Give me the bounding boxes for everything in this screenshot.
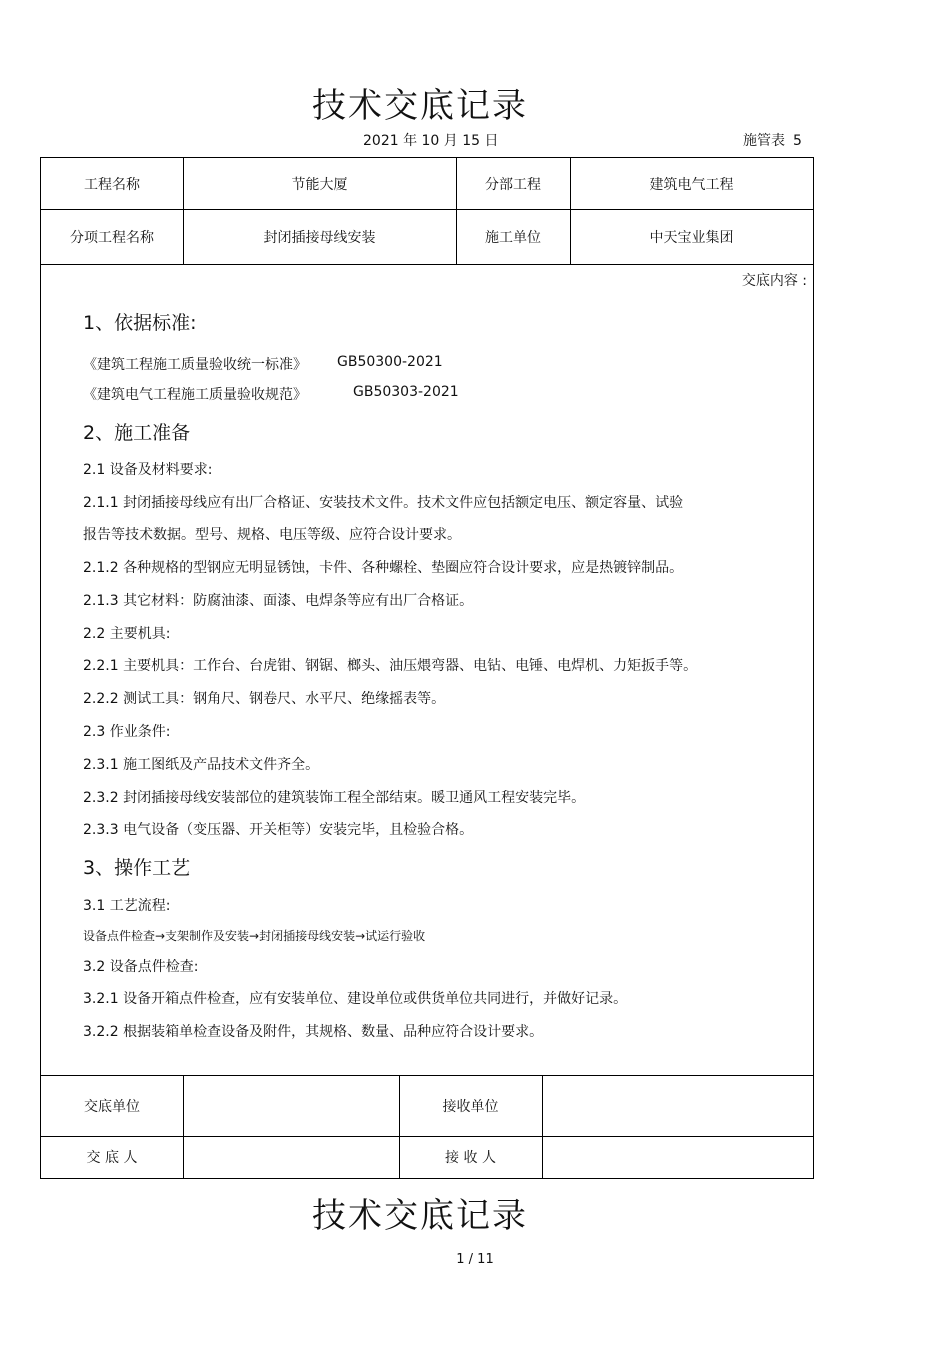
section-heading: 2、施工准备 xyxy=(83,422,191,444)
paragraph: 2.2.1 主要机具：工作台、台虎钳、钢锯、榔头、油压煨弯器、电钻、电锤、电焊机、力矩扳手等。 xyxy=(83,658,698,674)
paragraph: 2.1.2 各种规格的型钢应无明显锈蚀，卡件、各种螺栓、垫圈应符合设计要求，应是热镀锌制品。 xyxy=(83,560,684,576)
section-heading: 3、操作工艺 xyxy=(83,857,191,879)
form-number xyxy=(743,130,802,150)
document-title: 技术交底记录 xyxy=(312,86,528,126)
document-title-repeat: 技术交底记录 xyxy=(312,1196,528,1236)
paragraph: 报告等技术数据。型号、规格、电压等级、应符合设计要求。 xyxy=(83,527,461,543)
handover-person-value xyxy=(183,1136,399,1178)
standard-code: GB50300-2021 xyxy=(337,354,443,370)
receiving-unit-value xyxy=(542,1075,813,1136)
paragraph: 3.2 设备点件检查: xyxy=(83,959,199,975)
paragraph: 2.3.2 封闭插接母线安装部位的建筑装饰工程全部结束。暖卫通风工程安装完毕。 xyxy=(83,790,586,806)
paragraph: 3.2.2 根据装箱单检查设备及附件，其规格、数量、品种应符合设计要求。 xyxy=(83,1024,544,1040)
paragraph: 2.3.1 施工图纸及产品技术文件齐全。 xyxy=(83,757,320,773)
content-label: 交底内容 : xyxy=(741,273,807,289)
receiver-value xyxy=(542,1136,813,1178)
record-table xyxy=(40,157,814,1179)
project-name-label: 工程名称 xyxy=(84,176,140,193)
standard-name: 《建筑工程施工质量验收统一标准》 xyxy=(83,357,307,373)
standard-code: GB50303-2021 xyxy=(353,384,459,400)
paragraph: 3.1 工艺流程: xyxy=(83,898,171,914)
subitem-value: 封闭插接母线安装 xyxy=(263,229,376,246)
section-heading: 1、依据标准: xyxy=(83,312,197,334)
paragraph: 2.2.2 测试工具：钢角尺、钢卷尺、水平尺、绝缘摇表等。 xyxy=(83,691,446,707)
document-date: 2021 年 10 月 15 日 xyxy=(363,133,499,149)
paragraph: 2.3.3 电气设备（变压器、开关柜等）安装完毕，且检验合格。 xyxy=(83,822,474,838)
page-number: 1 / 11 xyxy=(456,1252,494,1267)
contractor-value: 中天宝业集团 xyxy=(649,229,734,246)
project-name-value: 节能大厦 xyxy=(291,176,348,193)
paragraph: 2.1.1 封闭插接母线应有出厂合格证、安装技术文件。技术文件应包括额定电压、额定容量、试验 xyxy=(83,495,684,511)
handover-unit-value xyxy=(183,1075,399,1136)
process-flow: 设备点件检查→支架制作及安装→封闭插接母线安装→试运行验收 xyxy=(83,929,426,943)
receiving-unit-label: 接收单位 xyxy=(442,1098,499,1115)
receiver-label: 接 收 人 xyxy=(445,1150,496,1166)
form-number-value: 5 xyxy=(793,133,802,149)
handover-person-label: 交 底 人 xyxy=(86,1150,138,1166)
division-value: 建筑电气工程 xyxy=(649,176,734,193)
paragraph: 2.1 设备及材料要求: xyxy=(83,462,213,478)
table-rule xyxy=(41,264,813,265)
subitem-label: 分项工程名称 xyxy=(70,229,154,246)
form-number-label: 施管表 xyxy=(743,133,785,149)
standard-name: 《建筑电气工程施工质量验收规范》 xyxy=(83,387,307,403)
paragraph: 2.1.3 其它材料：防腐油漆、面漆、电焊条等应有出厂合格证。 xyxy=(83,593,474,609)
contractor-label: 施工单位 xyxy=(485,229,541,246)
paragraph: 2.3 作业条件: xyxy=(83,724,171,740)
division-label: 分部工程 xyxy=(485,176,541,193)
paragraph: 3.2.1 设备开箱点件检查，应有安装单位、建设单位或供货单位共同进行，并做好记录。 xyxy=(83,991,628,1007)
handover-unit-label: 交底单位 xyxy=(84,1098,140,1115)
paragraph: 2.2 主要机具: xyxy=(83,626,171,642)
